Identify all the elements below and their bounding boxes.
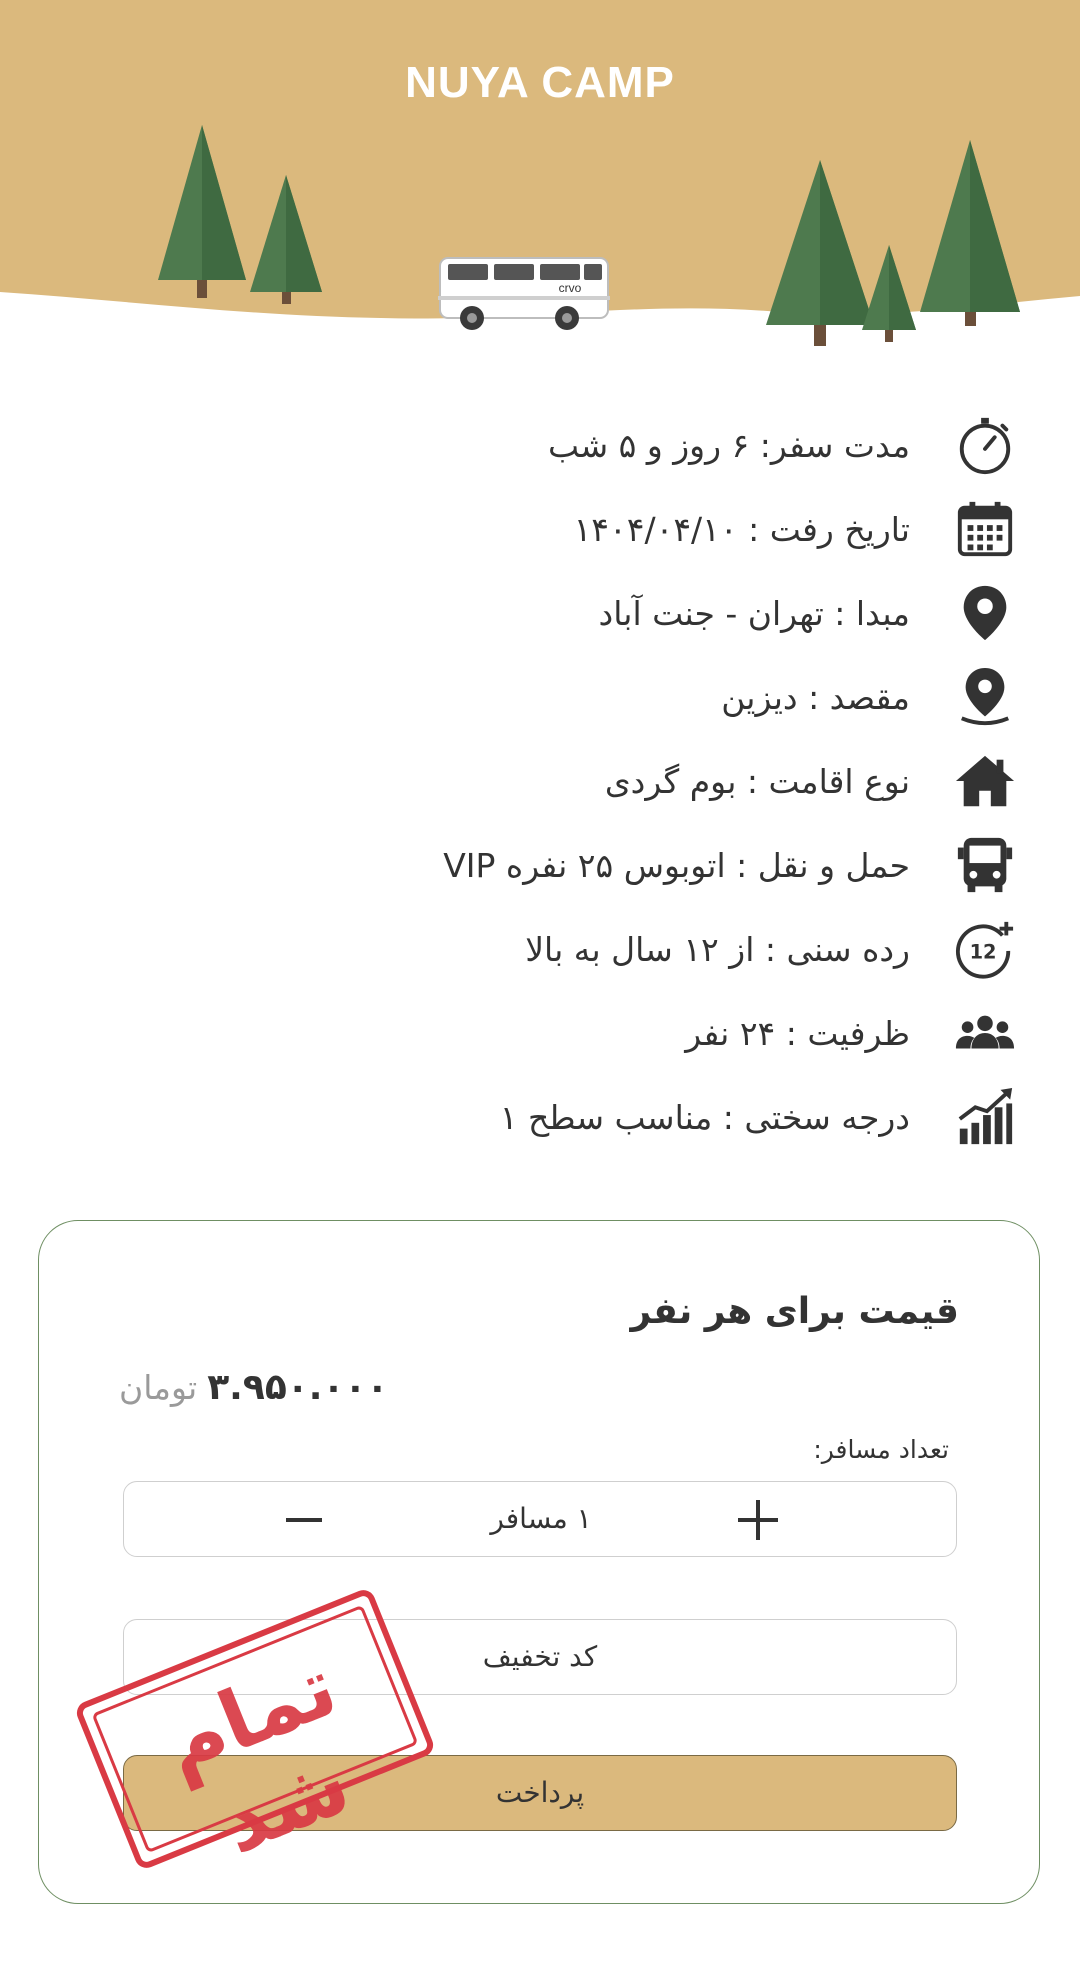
detail-text: نوع اقامت : بوم گردی	[604, 761, 910, 801]
detail-duration	[0, 402, 1080, 488]
detail-accommodation	[0, 738, 1080, 824]
booking-card	[38, 1220, 1040, 1904]
camp-illustration	[0, 0, 1080, 360]
passenger-stepper	[123, 1481, 957, 1557]
price-line	[119, 1367, 388, 1408]
plus-icon	[736, 1498, 780, 1542]
increment-button[interactable]	[728, 1490, 788, 1550]
detail-capacity	[0, 990, 1080, 1076]
detail-destination	[0, 654, 1080, 740]
detail-text: مقصد : دیزین	[721, 677, 910, 717]
detail-text: مدت سفر: ۶ روز و ۵ شب	[548, 425, 910, 465]
detail-text: حمل و نقل : اتوبوس ۲۵ نفره VIP	[443, 845, 910, 885]
calendar-icon	[952, 496, 1018, 562]
detail-age-range	[0, 906, 1080, 992]
bus-icon	[952, 832, 1018, 898]
detail-text: درجه سختی : مناسب سطح ۱	[499, 1097, 910, 1137]
page-title: NUYA CAMP	[405, 58, 675, 107]
hero-banner	[0, 0, 1080, 360]
stopwatch-icon	[952, 412, 1018, 478]
detail-text: رده سنی : از ۱۲ سال به بالا	[525, 929, 910, 969]
price-value: ۳.۹۵۰.۰۰۰	[207, 1367, 389, 1408]
location-arrival-icon	[952, 664, 1018, 730]
passenger-count-label: تعداد مسافر:	[813, 1435, 949, 1464]
detail-origin	[0, 570, 1080, 656]
svg-text:12: 12	[969, 940, 997, 964]
chart-rising-icon	[952, 1084, 1018, 1150]
discount-code-input[interactable]: کد تخفیف	[123, 1619, 957, 1695]
detail-text: ظرفیت : ۲۴ نفر	[685, 1013, 910, 1053]
home-icon	[952, 748, 1018, 814]
detail-departure-date	[0, 486, 1080, 572]
detail-difficulty	[0, 1074, 1080, 1160]
location-pin-icon	[952, 580, 1018, 646]
detail-text: تاریخ رفت : ۱۴۰۴/۰۴/۱۰	[573, 509, 910, 549]
group-icon	[952, 1000, 1018, 1066]
decrement-button[interactable]	[274, 1490, 334, 1550]
price-title: قیمت برای هر نفر	[630, 1291, 959, 1332]
passenger-count: ۱ مسافر	[490, 1502, 592, 1535]
age-12-plus-icon	[952, 916, 1018, 982]
price-currency: تومان	[119, 1368, 198, 1407]
detail-transport	[0, 822, 1080, 908]
minus-icon	[284, 1500, 324, 1540]
svg-text:crvo: crvo	[558, 281, 582, 295]
detail-text: مبدا : تهران - جنت آباد	[598, 593, 910, 633]
stamp-text: تمام شد	[150, 1639, 363, 1873]
pay-button[interactable]: پرداخت	[123, 1755, 957, 1831]
